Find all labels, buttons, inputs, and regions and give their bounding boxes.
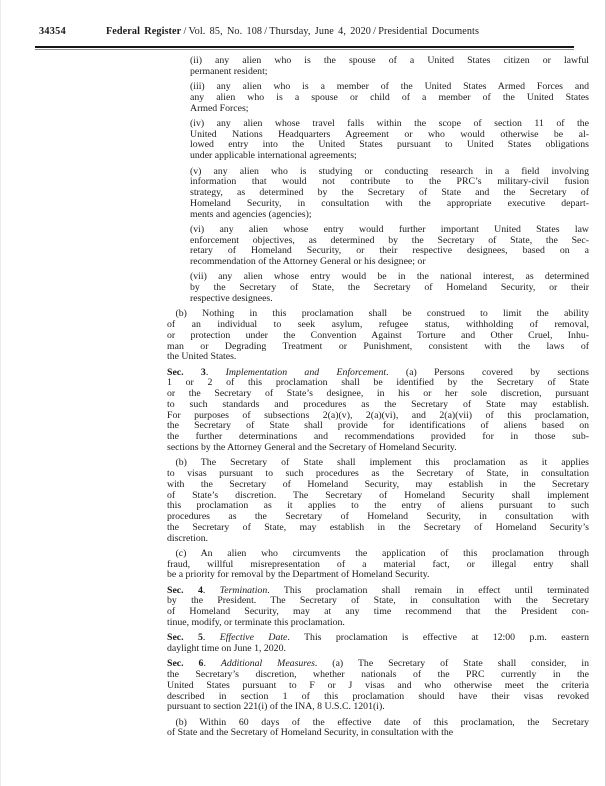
text-line: (c) An alien who circumvents the application of this proclamation through [175, 547, 589, 559]
text-line: Sec. 6. Additional Measures. (a) The Secretary of State shall consider, in [167, 658, 589, 670]
text-line: United States pursuant to F or J visas and who otherwise meet the criteria [167, 679, 589, 691]
paragraph-item-ii [190, 56, 589, 78]
text-line: Homeland Security, in consultation with the appropriate executive depart- [190, 197, 589, 209]
text-line: 1 or 2 of this proclamation shall be identified by the Secretary of State [167, 377, 589, 389]
text-line: tinue, modify, or terminate this proclamation. [167, 616, 345, 628]
text-line: by the President. The Secretary of State, in consultation with the Secretary [167, 595, 589, 607]
text-line: with the Secretary of Homeland Security, may establish in the Secretary [167, 478, 589, 490]
text-line: lowed entry into the United States pursuant to United States obligations [190, 139, 589, 151]
text-line: the Secretary of State, may establish in the Secretary of Homeland Security’s [167, 521, 589, 533]
text-line: (vii) any alien whose entry would be in the national interest, as determined [190, 271, 589, 283]
text-line: permanent resident; [190, 65, 268, 77]
text-line: the United States. [167, 351, 237, 363]
text-line: (ii) any alien who is the spouse of a United States citizen or lawful [190, 55, 589, 66]
text-line: (vi) any alien whose entry would further important United States law [190, 223, 589, 235]
text-line: of State’s discretion. The Secretary of Homeland Security shall implement [167, 489, 589, 501]
text-line: of State and the Secretary of Homeland Security, in consultation with the [167, 727, 454, 739]
paragraph-item-vi [190, 225, 589, 268]
text-line: enforcement objectives, as determined by the Secretary of State, the Sec- [190, 234, 589, 246]
paragraph-sec-3c [167, 549, 589, 581]
journal-line [106, 26, 479, 38]
text-line: information that would not contribute to the PRC’s military-civil fusion [190, 176, 589, 188]
text-line: retary of Homeland Security, or their respective designees, based on a [190, 245, 589, 257]
text-line: to such standards and procedures as the Secretary of State may establish. [167, 398, 589, 410]
text-line: For purposes of subsections 2(a)(v), 2(a)(vi), and 2(a)(vii) of this proclamation, [167, 409, 589, 421]
journal-citation: / Vol. 85, No. 108 / Thursday, June 4, 2020 / Presidential Documents [181, 26, 480, 37]
journal-title: Federal Register [105, 26, 182, 37]
paragraph-sec-3 [167, 368, 589, 454]
text-line: this proclamation as it applies to the entry of aliens pursuant to such [167, 500, 589, 512]
paragraph-sec-2b [167, 309, 589, 363]
paragraph-sec-6 [167, 659, 589, 713]
text-line: pursuant to section 221(i) of the INA, 8 U.S.C. 1201(i). [167, 701, 385, 713]
text-line: (b) The Secretary of State shall implement this proclamation as it applies [175, 457, 589, 469]
page-header [39, 26, 585, 38]
text-line: to visas pursuant to such procedures as the Secretary of State, in consultation [167, 468, 589, 479]
text-line: (iv) any alien whose travel falls within the scope of section 11 of the [190, 117, 589, 129]
text-line: of Homeland Security, may at any time recommend that the President con- [167, 606, 589, 618]
paragraph-item-iii [190, 82, 589, 114]
text-line: (iii) any alien who is a member of the United States Armed Forces and [190, 81, 589, 93]
paragraph-sec-4 [167, 586, 589, 629]
text-line: or the Secretary of State’s designee, in his or her sole discretion, pursuant [167, 388, 589, 400]
text-line: any alien who is a spouse or child of a member of the United States [190, 91, 589, 103]
paragraph-sec-5 [167, 633, 589, 655]
text-line: the Secretary of State shall provide for identifications of aliens based on [167, 420, 589, 432]
header-double-rule [35, 46, 574, 50]
text-line: under applicable international agreements; [190, 150, 357, 162]
text-line: sections by the Attorney General and the Secretary of Homeland Security. [167, 441, 457, 453]
paragraph-sec-3b [167, 458, 589, 544]
text-line: (b) Within 60 days of the effective date of this proclamation, the Secretary [175, 716, 589, 728]
text-line: United Nations Headquarters Agreement or who would otherwise be al- [190, 128, 589, 140]
text-line: man or Degrading Treatment or Punishment, consistent with the laws of [167, 340, 589, 352]
text-line: daylight time on June 1, 2020. [167, 643, 286, 655]
text-line: Sec. 5. Effective Date. This proclamation is effective at 12:00 p.m. eastern [167, 632, 589, 644]
text-line: fraud, willful misrepresentation of a material fact, or illegal entry shall [167, 558, 589, 570]
text-line: be a priority for removal by the Department of Homeland Security. [167, 569, 430, 581]
text-line: respective designees. [190, 292, 273, 304]
text-line: or protection under the Convention Against Torture and Other Cruel, Inhu- [167, 329, 589, 341]
page-number: 34354 [39, 26, 66, 37]
text-line: strategy, as determined by the Secretary of State and the Secretary of [190, 187, 589, 199]
paragraph-item-vii [190, 272, 589, 304]
document-body [167, 56, 589, 744]
text-line: recommendation of the Attorney General or his designee; or [190, 256, 426, 268]
text-line: procedures as the Secretary of Homeland Security, in consultation with [167, 511, 589, 522]
text-line: Armed Forces; [190, 102, 249, 114]
text-line: ments and agencies (agencies); [190, 208, 312, 220]
text-line: discretion. [167, 532, 209, 544]
text-line: of an individual to seek asylum, refugee status, withholding of removal, [167, 319, 589, 331]
text-line: the further determinations and recommendations provided for in those sub- [167, 431, 589, 443]
paragraph-item-v [190, 167, 589, 221]
text-line: Sec. 3. Implementation and Enforcement. (a) Persons covered by sections [167, 366, 589, 378]
text-line: (b) Nothing in this proclamation shall be construed to limit the ability [175, 308, 589, 320]
text-line: (v) any alien who is studying or conducting research in a field involving [190, 165, 589, 177]
paragraph-item-iv [190, 119, 589, 162]
text-line: the Secretary’s discretion, whether nationals of the PRC currently in the [167, 669, 589, 681]
paragraph-sec-6b [167, 718, 589, 740]
text-line: by the Secretary of State, the Secretary of Homeland Security, or their [190, 282, 589, 294]
text-line: Sec. 4. Termination. This proclamation shall remain in effect until terminated [167, 584, 589, 596]
text-line: described in section 1 of this proclamation should have their visas revoked [167, 690, 589, 702]
